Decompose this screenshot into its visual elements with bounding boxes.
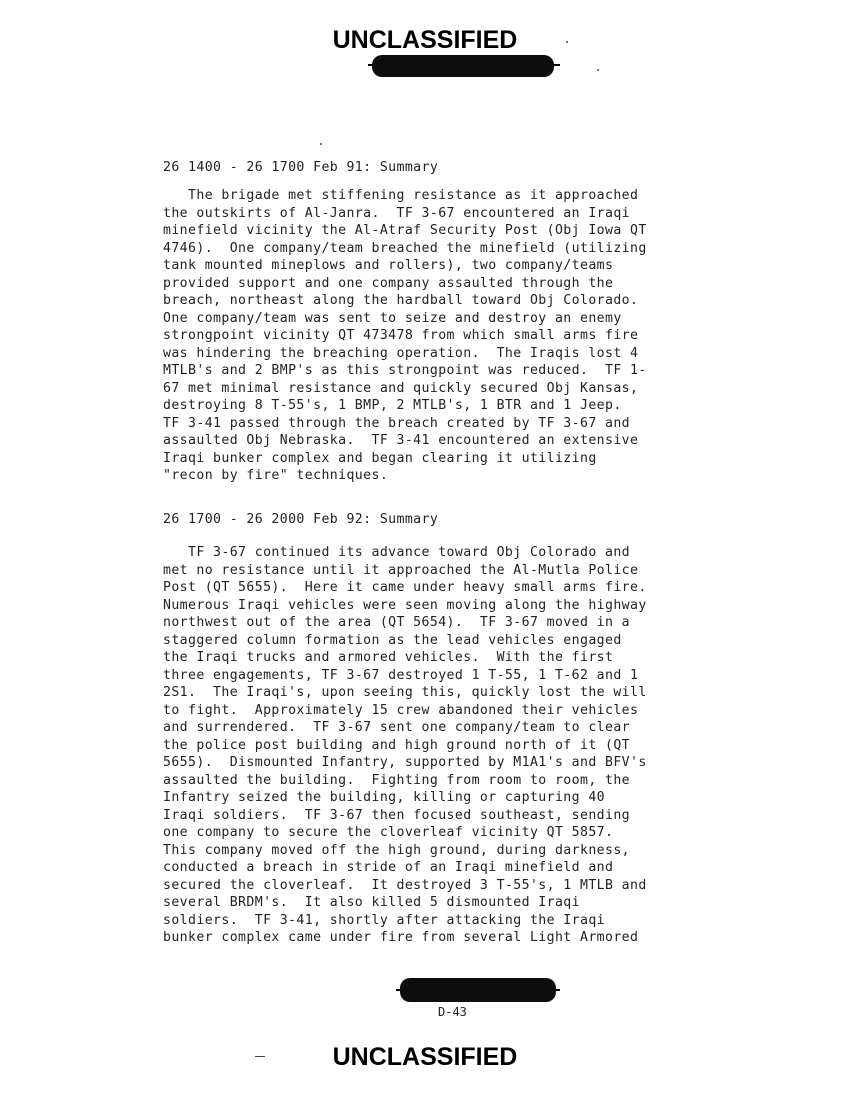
- text-line: Post (QT 5655). Here it came under heavy small arms fire.: [163, 580, 647, 595]
- text-line: strongpoint vicinity QT 473478 from which small arms fire: [163, 328, 639, 343]
- text-line: northwest out of the area (QT 5654). TF 3-67 moved in a: [163, 615, 631, 630]
- text-line: the Iraqi trucks and armored vehicles. With the first: [163, 650, 614, 665]
- text-line: Iraqi bunker complex and began clearing it utilizing: [163, 450, 597, 466]
- text-line: TF 3-67 continued its advance toward Obj Colorado and: [163, 545, 631, 560]
- text-line: three engagements, TF 3-67 destroyed 1 T-55, 1 T-62 and 1: [163, 667, 639, 683]
- text-line: soldiers. TF 3-41, shortly after attacking the Iraqi: [163, 912, 605, 928]
- text-line: conducted a breach in stride of an Iraqi minefield and: [163, 860, 614, 875]
- text-line: TF 3-41 passed through the breach created by TF 3-67 and: [163, 415, 631, 431]
- text-line: one company to secure the cloverleaf vicinity QT 5857.: [163, 825, 614, 840]
- text-line: 5655). Dismounted Infantry, supported by M1A1's and BFV's: [163, 755, 647, 770]
- text-line: The brigade met stiffening resistance as it approached: [163, 188, 639, 203]
- text-line: One company/team was sent to seize and destroy an enemy: [163, 310, 622, 326]
- text-line: 4746). One company/team breached the minefield (utilizing: [163, 240, 647, 256]
- text-line: provided support and one company assaulted through the: [163, 275, 614, 291]
- text-line: secured the cloverleaf. It destroyed 3 T-55's, 1 MTLB and: [163, 877, 647, 893]
- text-line: assaulted Obj Nebraska. TF 3-41 encountered an extensive: [163, 433, 639, 448]
- text-line: the police post building and high ground north of it (QT: [163, 737, 631, 753]
- text-line: was hindering the breaching operation. The Iraqis lost 4: [163, 345, 639, 361]
- text-line: staggered column formation as the lead vehicles engaged: [163, 632, 622, 648]
- text-line: minefield vicinity the Al-Atraf Security Post (Obj Iowa QT: [163, 223, 647, 238]
- classification-footer: UNCLASSIFIED: [332, 1043, 518, 1071]
- text-line: met no resistance until it approached the Al-Mutla Police: [163, 562, 639, 578]
- text-line: "recon by fire" techniques.: [163, 468, 389, 483]
- text-line: assaulted the building. Fighting from room to room, the: [163, 772, 631, 788]
- text-line: several BRDM's. It also killed 5 dismounted Iraqi: [163, 895, 580, 910]
- redaction-mark-bottom: [400, 978, 556, 1002]
- scan-speck: [320, 143, 322, 145]
- text-line: tank mounted mineplows and rollers), two company/teams: [163, 258, 614, 273]
- section-body-1: [163, 187, 743, 485]
- text-line: 67 met minimal resistance and quickly secured Obj Kansas,: [163, 380, 639, 396]
- scan-speck: [597, 69, 599, 71]
- text-line: and surrendered. TF 3-67 sent one company/team to clear: [163, 720, 631, 735]
- text-line: MTLB's and 2 BMP's as this strongpoint was reduced. TF 1-: [163, 363, 647, 378]
- section-body-2: [163, 544, 743, 947]
- redaction-mark-top: [372, 55, 554, 77]
- text-line: 2S1. The Iraqi's, upon seeing this, quickly lost the will: [163, 685, 647, 700]
- page-number: D-43: [438, 1005, 467, 1019]
- section-heading-2: 26 1700 - 26 2000 Feb 92: Summary: [163, 512, 439, 527]
- classification-header: UNCLASSIFIED: [332, 26, 518, 54]
- text-line: breach, northeast along the hardball toward Obj Colorado.: [163, 293, 639, 308]
- text-line: bunker complex came under fire from several Light Armored: [163, 930, 639, 945]
- text-line: to fight. Approximately 15 crew abandoned their vehicles: [163, 702, 639, 718]
- scan-speck: [566, 41, 568, 43]
- text-line: the outskirts of Al-Janra. TF 3-67 encountered an Iraqi: [163, 205, 631, 221]
- text-line: destroying 8 T-55's, 1 BMP, 2 MTLB's, 1 BTR and 1 Jeep.: [163, 398, 622, 413]
- section-heading-1: 26 1400 - 26 1700 Feb 91: Summary: [163, 160, 439, 175]
- text-line: This company moved off the high ground, during darkness,: [163, 842, 631, 858]
- text-line: Iraqi soldiers. TF 3-67 then focused southeast, sending: [163, 807, 631, 823]
- text-line: Infantry seized the building, killing or capturing 40: [163, 790, 605, 805]
- text-line: Numerous Iraqi vehicles were seen moving along the highway: [163, 597, 647, 613]
